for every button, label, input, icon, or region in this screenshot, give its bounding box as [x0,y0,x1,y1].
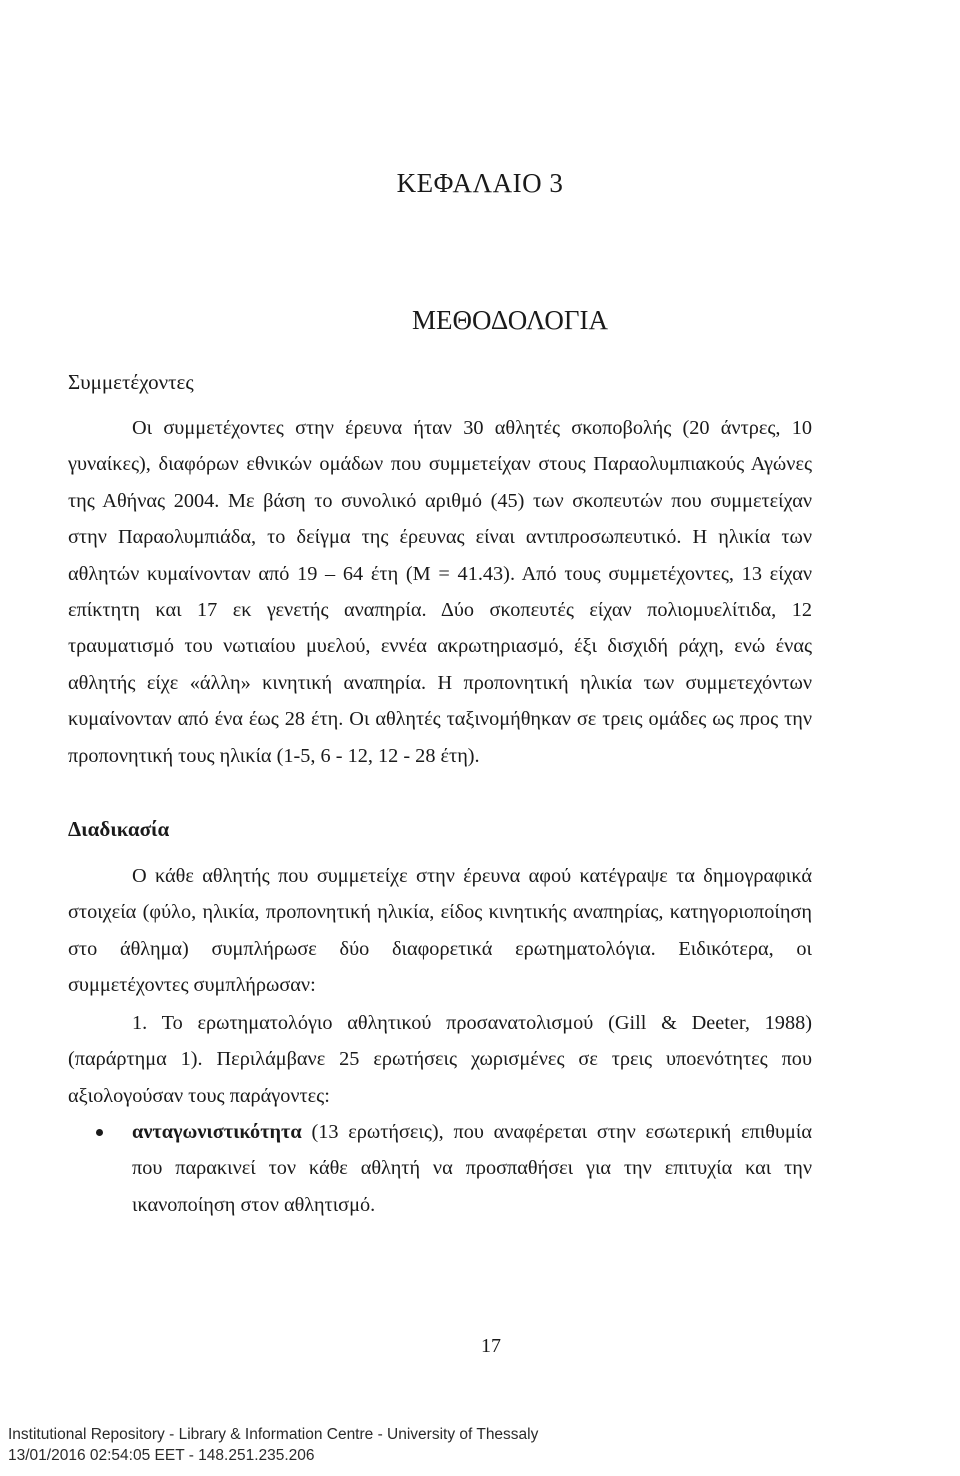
section-heading-participants: Συμμετέχοντες [68,370,194,394]
section-heading-procedure: Διαδικασία [68,817,170,841]
bullet-description: (13 ερωτήσεις), που αναφέρεται στην εσωτερική επιθυμία που παρακινεί τον κάθε αθλητή να προσπαθήσει για την επιτυχία και την ικανοποίηση στον αθλητισμό. [132,1121,812,1216]
participants-paragraph: Οι συμμετέχοντες στην έρευνα ήταν 30 αθλητές σκοποβολής (20 άντρες, 10 γυναίκες), διαφόρων εθνικών ομάδων που συμμετείχαν στους Παραολυμπιακούς Αγώνες της Αθήνας 2004. Με βάση το συνολικό αριθμό (45) των σκοπευτών που συμμετείχαν στην Παραολυμπιάδα, το δείγμα της έρευνας είναι αντιπροσωπευτικό. Η ηλικία των αθλητών κυμαίνονταν από 19 – 64 έτη (M = 41.43). Από τους συμμετέχοντες, 13 είχαν επίκτητη και 17 εκ γενετής αναπηρία. Δύο σκοπευτές είχαν πολιομυελίτιδα, 12 τραυματισμό του νωτιαίου μυελού, εννέα ακρωτηριασμό, έξι δισχιδή ράχη, ενώ ένας αθλητής είχε «άλλη» κινητική αναπηρία. Η προπονητική ηλικία των συμμετεχόντων κυμαίνονταν από ένα έως 28 έτη. Οι αθλητές ταξινομήθηκαν σε τρεις ομάδες ως προς την προπονητική τους ηλικία (1-5, 6 - 12, 12 - 28 έτη). [68,417,812,767]
page-title: ΜΕΘΟΔΟΛΟΓΙΑ [412,305,608,335]
repository-footer [8,1424,538,1466]
page-number: 17 [481,1335,501,1357]
bullet-term: ανταγωνιστικότητα [132,1121,302,1143]
chapter-label: ΚΕΦΑΛΑΙΟ 3 [396,168,564,198]
numbered-list-item: 1. Το ερωτηματολόγιο αθλητικού προσανατολισμού (Gill & Deeter, 1988) (παράρτημα 1). Περιλάμβανε 25 ερωτήσεις χωρισμένες σε τρεις υποενότητες που αξιολογούσαν τους παράγοντες: [68,1012,812,1107]
bullet-text [132,1114,812,1223]
procedure-paragraph: Ο κάθε αθλητής που συμμετείχε στην έρευνα αφού κατέγραψε τα δημογραφικά στοιχεία (φύλο, ηλικία, προπονητική ηλικία, είδος κινητικής αναπηρίας, κατηγοριοποίηση στο άθλημα) συμπλήρωσε δύο διαφορετικά ερωτηματολόγια. Ειδικότερα, οι συμμετέχοντες συμπλήρωσαν: [68,865,812,997]
footer-line-timestamp: 13/01/2016 02:54:05 EET - 148.251.235.206 [8,1447,315,1464]
bullet-icon [96,1129,103,1136]
footer-line-institution: Institutional Repository - Library & Information Centre - University of Thessaly [8,1426,539,1443]
